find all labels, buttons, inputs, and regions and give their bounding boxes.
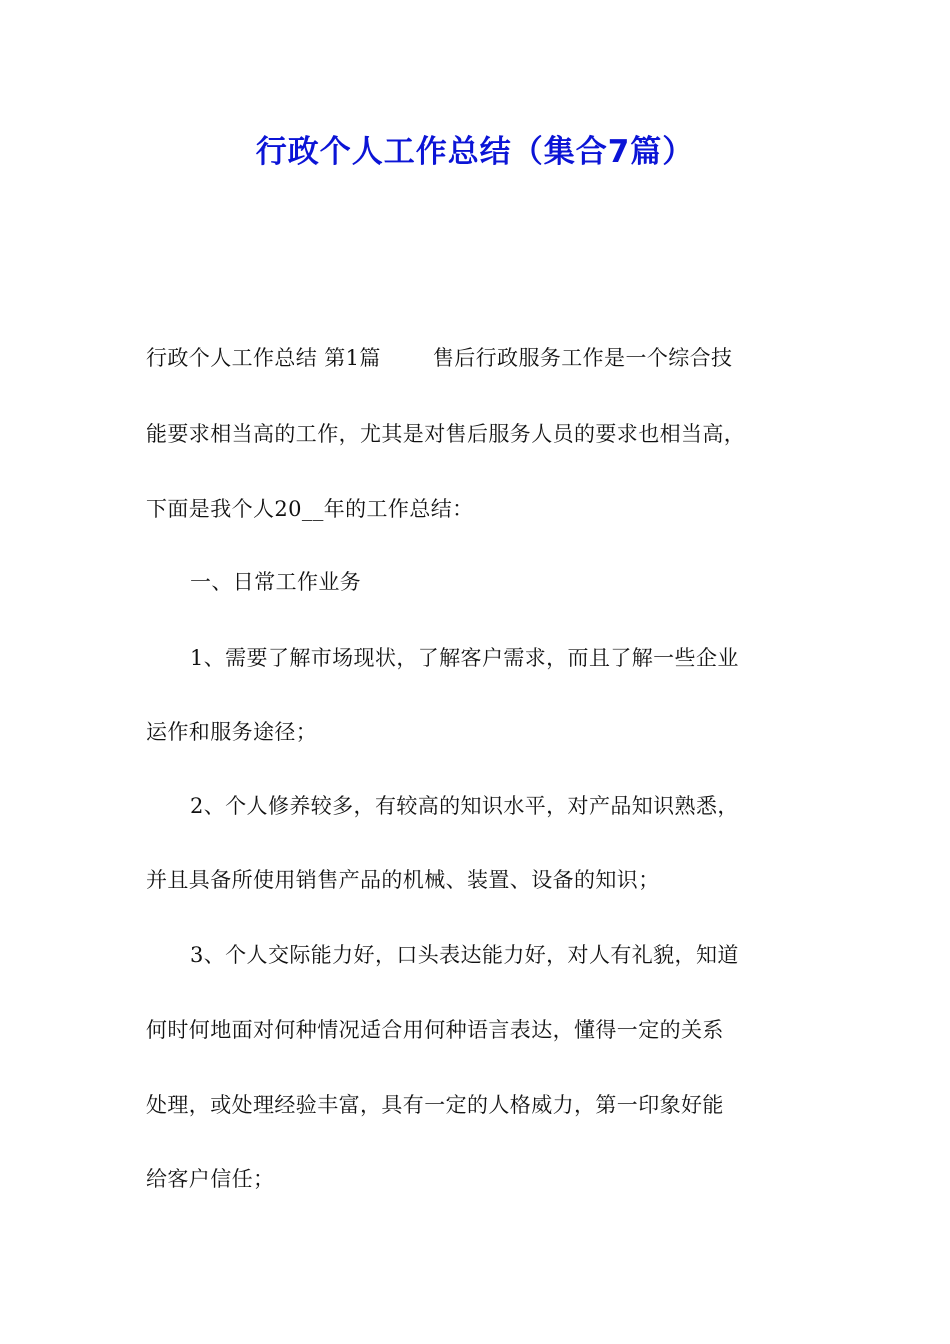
list-item-3-line-3: 处理，或处理经验丰富，具有一定的人格威力，第一印象好能 (146, 1093, 724, 1117)
list-item-2-line-2: 并且具备所使用销售产品的机械、装置、设备的知识； (146, 868, 660, 892)
document-title: 行政个人工作总结（集合7篇） (255, 134, 695, 170)
paragraph-text: 售后行政服务工作是一个综合技 (432, 346, 733, 370)
list-item-3-line-2: 何时何地面对何种情况适合用何种语言表达，懂得一定的关系 (146, 1018, 724, 1042)
paragraph-line-1 (146, 342, 732, 374)
list-item-1-line-2: 运作和服务途径； (146, 720, 318, 744)
section-heading-label: 行政个人工作总结 第1篇 (146, 346, 381, 370)
paragraph-line-2: 能要求相当高的工作，尤其是对售后服务人员的要求也相当高， (146, 422, 746, 446)
paragraph-line-3: 下面是我个人20__年的工作总结： (146, 497, 474, 521)
list-item-3-line-4: 给客户信任； (146, 1167, 275, 1191)
subheading-daily-work: 一、日常工作业务 (190, 570, 362, 594)
list-item-3-line-1: 3、个人交际能力好，口头表达能力好，对人有礼貌，知道 (190, 943, 739, 967)
list-item-1-line-1: 1、需要了解市场现状，了解客户需求，而且了解一些企业 (190, 646, 739, 670)
list-item-2-line-1: 2、个人修养较多，有较高的知识水平，对产品知识熟悉， (190, 794, 739, 818)
